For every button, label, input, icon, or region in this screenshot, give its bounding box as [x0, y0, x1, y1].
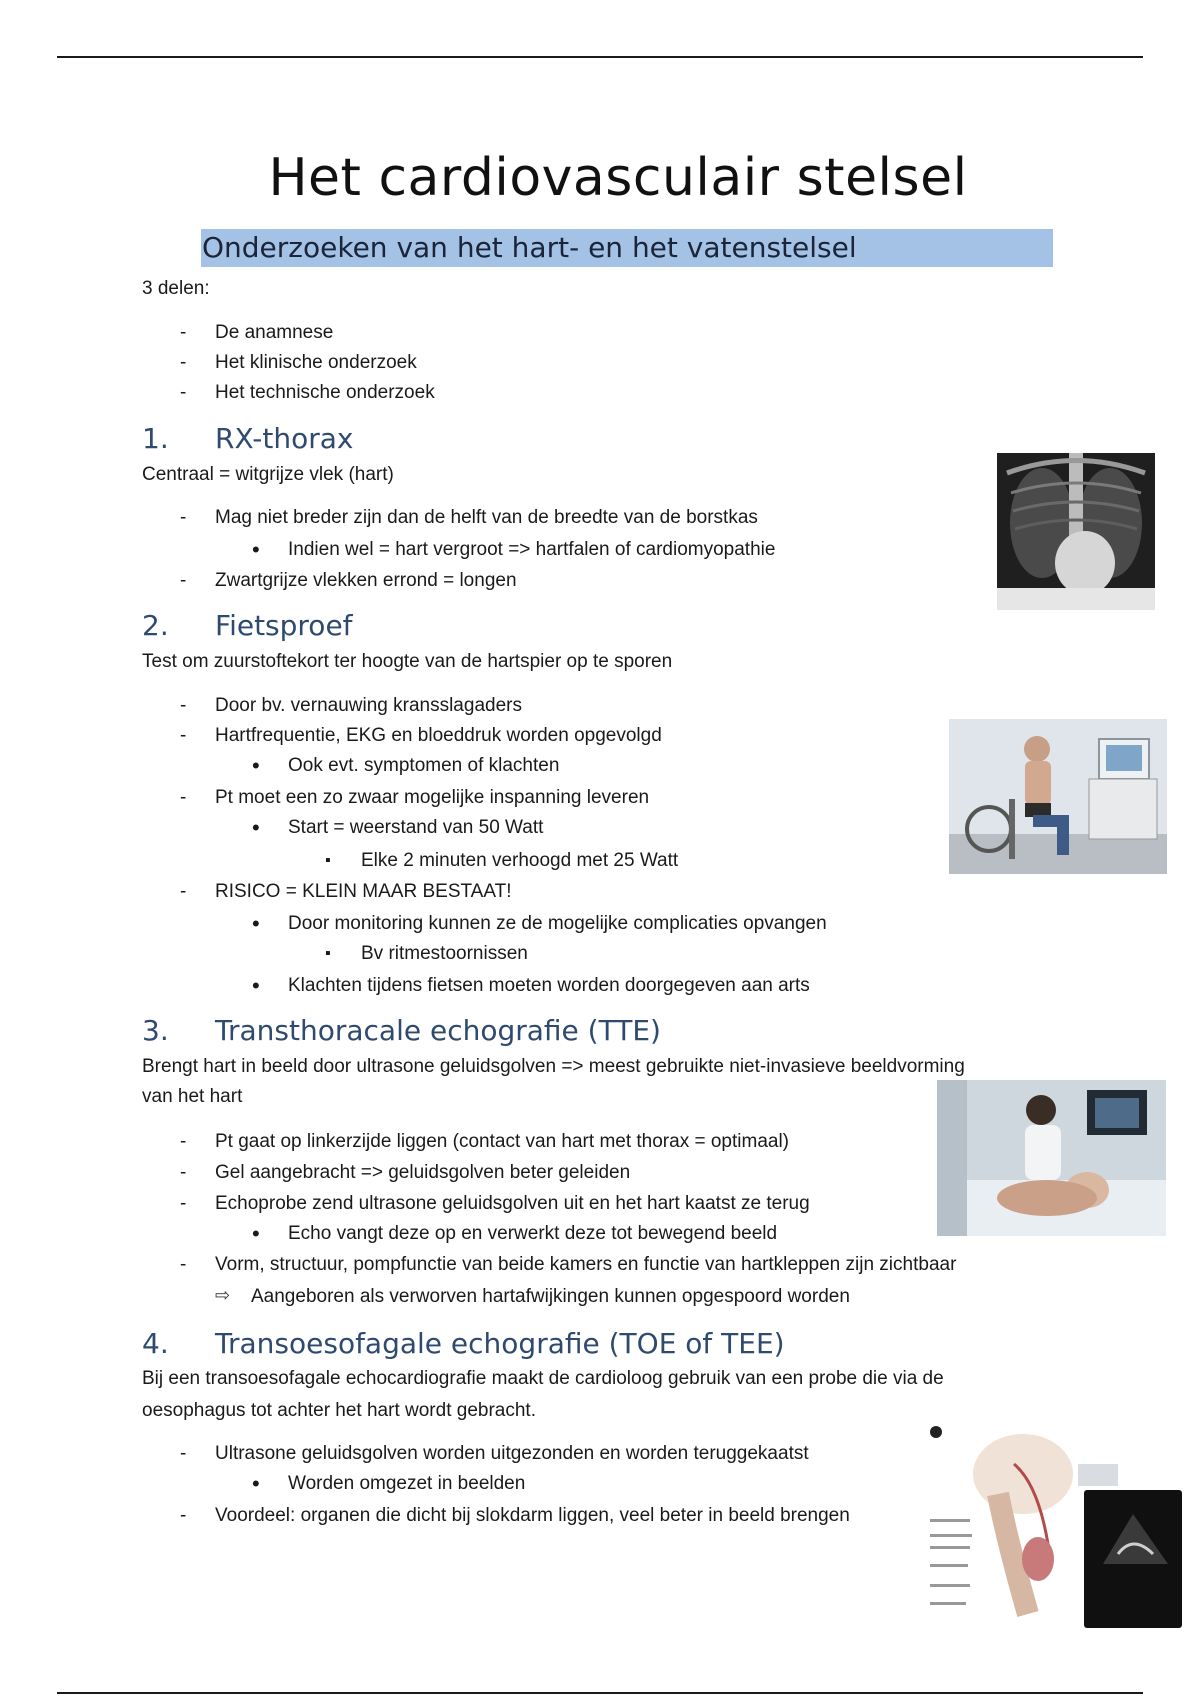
- list-subitem: • Ook evt. symptomen of klachten: [288, 754, 559, 778]
- list-item: - De anamnese: [215, 321, 333, 345]
- list-subitem: • Worden omgezet in beelden: [288, 1472, 525, 1496]
- section-number: 3.: [142, 1014, 169, 1047]
- list-item: - Vorm, structuur, pompfunctie van beide kamers en functie van hartkleppen zijn zichtbaar: [215, 1253, 956, 1277]
- list-item: - Echoprobe zend ultrasone geluidsgolven uit en het hart kaatst ze terug: [215, 1192, 810, 1216]
- list-subitem: • Echo vangt deze op en verwerkt deze tot bewegend beeld: [288, 1222, 777, 1246]
- list-item: - Zwartgrijze vlekken errond = longen: [215, 569, 517, 593]
- list-item: - Het klinische onderzoek: [215, 351, 417, 375]
- list-subitem: • Door monitoring kunnen ze de mogelijke complicaties opvangen: [288, 912, 827, 936]
- section-lead: Test om zuurstoftekort ter hoogte van de hartspier op te sporen: [142, 651, 673, 672]
- section-number: 4.: [142, 1327, 169, 1360]
- list-subitem: • Indien wel = hart vergroot => hartfalen of cardiomyopathie: [288, 538, 775, 562]
- list-item: - Door bv. vernauwing kransslagaders: [215, 694, 522, 718]
- list-item: - RISICO = KLEIN MAAR BESTAAT!: [215, 880, 512, 904]
- section-heading-toe: [142, 1327, 785, 1360]
- section-lead-continued: van het hart: [142, 1086, 243, 1107]
- list-subsubitem: ▪ Elke 2 minuten verhoogd met 25 Watt: [361, 849, 678, 873]
- header-rule: [57, 56, 1143, 58]
- section-title: RX-thorax: [215, 422, 354, 455]
- section-title: Transthoracale echografie (TTE): [215, 1014, 661, 1047]
- list-subsubitem: ▪ Bv ritmestoornissen: [361, 942, 528, 966]
- list-subitem: • Start = weerstand van 50 Watt: [288, 816, 543, 840]
- intro-label: 3 delen:: [142, 278, 210, 299]
- section-heading-fietsproef: [142, 609, 353, 642]
- section-lead: Bij een transoesofagale echocardiografie maakt de cardioloog gebruik van een probe die via de: [142, 1368, 944, 1389]
- bicycle-test-photo: [949, 719, 1167, 874]
- list-item: - Voordeel: organen die dicht bij slokdarm liggen, veel beter in beeld brengen: [215, 1504, 850, 1528]
- section-heading-rx-thorax: [142, 422, 353, 455]
- section-lead: Centraal = witgrijze vlek (hart): [142, 464, 394, 485]
- list-item: - Ultrasone geluidsgolven worden uitgezonden en worden teruggekaatst: [215, 1442, 809, 1466]
- section-number: 2.: [142, 609, 169, 642]
- list-item: - Het technische onderzoek: [215, 381, 435, 405]
- list-item: - Pt gaat op linkerzijde liggen (contact van hart met thorax = optimaal): [215, 1130, 789, 1154]
- list-subitem: • Klachten tijdens fietsen moeten worden doorgegeven aan arts: [288, 974, 810, 998]
- list-arrow-item: Aangeboren als verworven hartafwijkingen kunnen opgespoord worden: [251, 1286, 850, 1307]
- list-item: - Mag niet breder zijn dan de helft van de breedte van de borstkas: [215, 506, 758, 530]
- arrow-icon: ⇨: [215, 1285, 231, 1305]
- list-item: - Pt moet een zo zwaar mogelijke inspanning leveren: [215, 786, 649, 810]
- chest-xray-image: [997, 453, 1155, 610]
- section-subtitle: Onderzoeken van het hart- en het vatenstelsel: [201, 229, 1053, 267]
- list-item: - Hartfrequentie, EKG en bloeddruk worden opgevolgd: [215, 724, 662, 748]
- section-heading-tte: [142, 1014, 661, 1047]
- toe-illustration: [928, 1424, 1183, 1630]
- list-item: - Gel aangebracht => geluidsgolven beter geleiden: [215, 1161, 630, 1185]
- section-lead: Brengt hart in beeld door ultrasone geluidsgolven => meest gebruikte niet-invasieve beeldvorming: [142, 1056, 965, 1077]
- page-title: Het cardiovasculair stelsel: [268, 148, 968, 208]
- section-lead-continued: oesophagus tot achter het hart wordt gebracht.: [142, 1400, 536, 1421]
- echography-photo: [937, 1080, 1166, 1236]
- section-title: Transoesofagale echografie (TOE of TEE): [215, 1327, 785, 1360]
- section-title: Fietsproef: [215, 609, 353, 642]
- section-number: 1.: [142, 422, 169, 455]
- footer-rule: [57, 1692, 1143, 1694]
